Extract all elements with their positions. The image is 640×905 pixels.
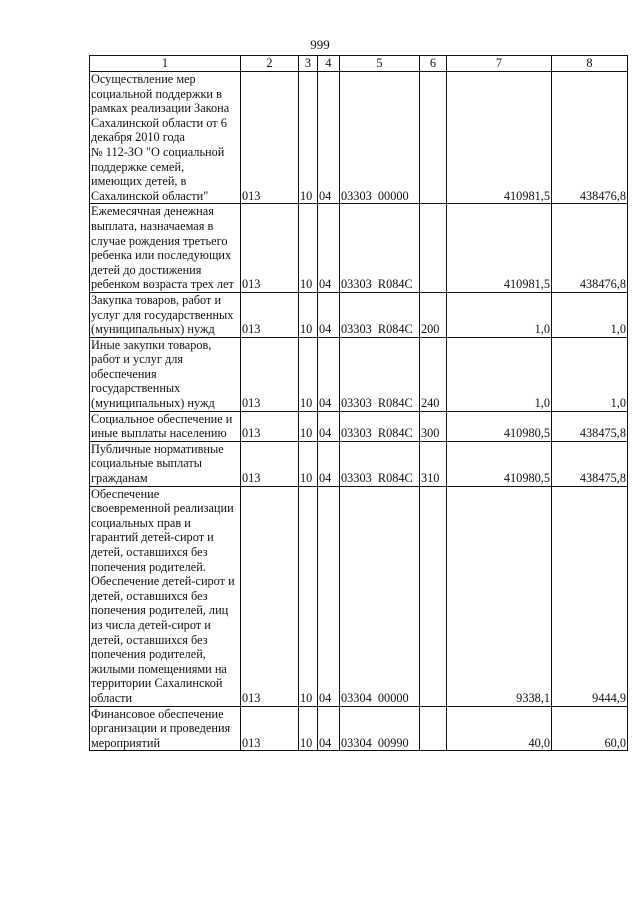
header-cell: 8 bbox=[552, 56, 628, 72]
cell-col7: 9338,1 bbox=[447, 486, 552, 706]
cell-col3: 10 bbox=[299, 292, 318, 337]
cell-col8: 438475,8 bbox=[552, 411, 628, 441]
cell-col7: 410981,5 bbox=[447, 72, 552, 204]
row-description: Иные закупки товаров, работ и услуг для обеспечения государственных (муниципальных) нужд bbox=[90, 337, 241, 411]
cell-col6 bbox=[420, 204, 447, 293]
cell-col8: 9444,9 bbox=[552, 486, 628, 706]
cell-col5: 03303 R084C bbox=[340, 411, 420, 441]
row-description: Финансовое обеспечение организации и проведения мероприятий bbox=[90, 706, 241, 751]
cell-col6: 200 bbox=[420, 292, 447, 337]
row-description: Публичные нормативные социальные выплаты гражданам bbox=[90, 441, 241, 486]
table-row bbox=[90, 706, 628, 751]
table-row bbox=[90, 204, 628, 293]
row-description: Ежемесячная денежная выплата, назначаемая в случае рождения третьего ребенка или последующих детей до достижения ребенком возраста трех лет bbox=[90, 204, 241, 293]
cell-col4: 04 bbox=[318, 441, 340, 486]
cell-col8: 1,0 bbox=[552, 337, 628, 411]
cell-col6: 240 bbox=[420, 337, 447, 411]
cell-col6: 300 bbox=[420, 411, 447, 441]
header-cell: 2 bbox=[241, 56, 299, 72]
cell-col4: 04 bbox=[318, 706, 340, 751]
cell-col4: 04 bbox=[318, 292, 340, 337]
cell-col3: 10 bbox=[299, 204, 318, 293]
table-row bbox=[90, 486, 628, 706]
row-description: Обеспечение своевременной реализации социальных прав и гарантий детей-сирот и детей, оставшихся без попечения родителей. Обеспечение детей-сирот и детей, оставшихся без попечения родителей, лиц из числа детей-сирот и детей, оставшихся без попечения родителей, жилыми помещениями на территории Сахалинской области bbox=[90, 486, 241, 706]
header-cell: 5 bbox=[340, 56, 420, 72]
cell-col3: 10 bbox=[299, 441, 318, 486]
cell-col2: 013 bbox=[241, 204, 299, 293]
cell-col2: 013 bbox=[241, 486, 299, 706]
cell-col3: 10 bbox=[299, 706, 318, 751]
cell-col8: 1,0 bbox=[552, 292, 628, 337]
cell-col2: 013 bbox=[241, 411, 299, 441]
cell-col4: 04 bbox=[318, 337, 340, 411]
cell-col4: 04 bbox=[318, 204, 340, 293]
cell-col7: 1,0 bbox=[447, 337, 552, 411]
cell-col6 bbox=[420, 72, 447, 204]
cell-col5: 03303 R084C bbox=[340, 204, 420, 293]
cell-col3: 10 bbox=[299, 486, 318, 706]
cell-col4: 04 bbox=[318, 72, 340, 204]
cell-col7: 40,0 bbox=[447, 706, 552, 751]
cell-col5: 03303 00000 bbox=[340, 72, 420, 204]
cell-col2: 013 bbox=[241, 441, 299, 486]
row-description: Закупка товаров, работ и услуг для государственных (муниципальных) нужд bbox=[90, 292, 241, 337]
header-cell: 7 bbox=[447, 56, 552, 72]
cell-col5: 03304 00990 bbox=[340, 706, 420, 751]
cell-col6 bbox=[420, 706, 447, 751]
cell-col3: 10 bbox=[299, 72, 318, 204]
table-row bbox=[90, 72, 628, 204]
cell-col2: 013 bbox=[241, 72, 299, 204]
cell-col3: 10 bbox=[299, 411, 318, 441]
cell-col8: 438476,8 bbox=[552, 204, 628, 293]
table-row bbox=[90, 337, 628, 411]
cell-col7: 410980,5 bbox=[447, 411, 552, 441]
table-row bbox=[90, 411, 628, 441]
cell-col8: 438475,8 bbox=[552, 441, 628, 486]
cell-col4: 04 bbox=[318, 486, 340, 706]
cell-col2: 013 bbox=[241, 337, 299, 411]
cell-col4: 04 bbox=[318, 411, 340, 441]
row-description: Осуществление мер социальной поддержки в рамках реализации Закона Сахалинской области от 6 декабря 2010 года № 112-ЗО "О социальной поддержке семей, имеющих детей, в Сахалинской области" bbox=[90, 72, 241, 204]
cell-col2: 013 bbox=[241, 292, 299, 337]
cell-col5: 03303 R084C bbox=[340, 441, 420, 486]
row-description: Социальное обеспечение и иные выплаты населению bbox=[90, 411, 241, 441]
header-cell: 6 bbox=[420, 56, 447, 72]
cell-col7: 410980,5 bbox=[447, 441, 552, 486]
cell-col5: 03303 R084C bbox=[340, 292, 420, 337]
table-row bbox=[90, 441, 628, 486]
cell-col5: 03304 00000 bbox=[340, 486, 420, 706]
page-number: 999 bbox=[310, 37, 330, 52]
header-cell: 3 bbox=[299, 56, 318, 72]
cell-col8: 438476,8 bbox=[552, 72, 628, 204]
cell-col7: 1,0 bbox=[447, 292, 552, 337]
header-cell: 1 bbox=[90, 56, 241, 72]
cell-col6 bbox=[420, 486, 447, 706]
budget-table bbox=[89, 55, 628, 751]
cell-col5: 03303 R084C bbox=[340, 337, 420, 411]
header-row bbox=[90, 56, 628, 72]
table-row bbox=[90, 292, 628, 337]
cell-col7: 410981,5 bbox=[447, 204, 552, 293]
cell-col8: 60,0 bbox=[552, 706, 628, 751]
cell-col6: 310 bbox=[420, 441, 447, 486]
cell-col3: 10 bbox=[299, 337, 318, 411]
cell-col2: 013 bbox=[241, 706, 299, 751]
header-cell: 4 bbox=[318, 56, 340, 72]
